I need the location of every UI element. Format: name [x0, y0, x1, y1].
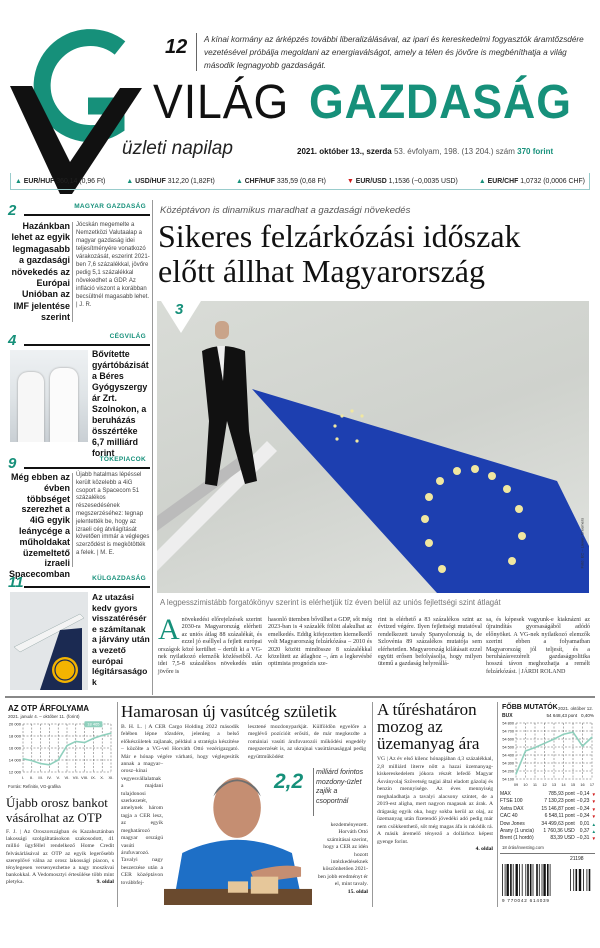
- y-tick-label: 54 500: [502, 745, 514, 750]
- lead-photo-caption: A legpesszimistább forgatókönyv szerint is elérhetjük tíz éven belül az uniós fejlettségi szint átlagát: [160, 598, 501, 607]
- rate: 360,14 (0,96 Ft): [56, 177, 106, 185]
- indicator-change: −0,34: [576, 813, 590, 820]
- lead-column-2: hasonló ütemben bővülhet a GDP, sőt még 2023-ban is 4 százalék fölött alakulhat az emelkedés. Eddig kifejezetten kiemelkedő volt Magyarország felzárkózása – 2010 és 2020 között mindössze 8 százalékkal közelített az átlaghoz –, ám a legkevésbé optimista prognózis sze-: [268, 617, 372, 668]
- x-tick-label: 15: [570, 783, 576, 787]
- sidebar-body-imf: Jócskán megemelte a Nemzetközi Valutaalap a magyar gazdaság idei teljesítményére vonatkozó várakozását, eszerint 2021-ben 7,6 százalékkal, jövőre pedig 5,1 százalékkal növekedhet a GDP. Az infláció viszont a korábban becsültnél magasabb lehet. | J. R.: [76, 222, 150, 308]
- indicator-value: 34 499,63 pont: [541, 820, 575, 827]
- y-tick-label: 12 000: [8, 769, 21, 775]
- x-tick-label: 12: [542, 783, 547, 787]
- indicator-name: CAC 40: [500, 813, 518, 820]
- bux-points: 54 648,43 pont: [546, 713, 578, 718]
- page-marker-number[interactable]: 3: [175, 301, 184, 318]
- section-header-tokepiacok[interactable]: [8, 455, 150, 472]
- barcode-bar: [513, 864, 514, 896]
- data-point: [66, 745, 67, 746]
- indicator-name: MAX: [500, 791, 511, 797]
- data-point: [31, 760, 32, 761]
- pair: EUR/HUF: [23, 177, 55, 185]
- x-tick-label: 10: [523, 783, 528, 787]
- cer-highlight-divider: [313, 768, 314, 816]
- section-label: CÉGVILÁG: [109, 333, 146, 340]
- indicator-table: [500, 791, 596, 843]
- indicator-value: 1 760,36 USD: [543, 828, 575, 835]
- data-point: [84, 742, 85, 743]
- fuel-body: [377, 756, 493, 854]
- barcode-bar: [527, 864, 529, 896]
- column-divider: [372, 702, 373, 907]
- cer-headline[interactable]: Hamarosan új vasútcég születik: [121, 702, 337, 721]
- y-tick-label: 14 000: [8, 757, 21, 763]
- photo-credit: Fotó: EC – Lieven Creemers: [579, 517, 585, 569]
- indicator-name: Arany (1 uncia): [500, 828, 534, 835]
- section-header-magyar-gazdasag[interactable]: [8, 202, 150, 219]
- y-tick-label: 54 400: [502, 753, 514, 758]
- rate: 1,0732 (0,0006 CHF): [520, 177, 585, 185]
- indicators-date: 2021. október 12.: [558, 706, 594, 711]
- ticker-item-eur-huf[interactable]: [15, 178, 105, 185]
- dropcap: A: [158, 613, 180, 646]
- y-tick-label: 20 000: [8, 721, 21, 727]
- title-gazdasag: GAZDASÁG: [309, 76, 572, 129]
- rate: 312,20 (1,82Ft): [167, 177, 215, 185]
- section-rule: [24, 467, 150, 469]
- column-divider: [497, 702, 498, 907]
- data-point: [544, 743, 545, 744]
- indicator-change: −0,34: [576, 805, 590, 812]
- indicator-change: 0,37: [579, 828, 590, 835]
- cer-highlight-text: milliárd forintos mozdony-üzlet zajlik a csoportnál: [316, 769, 364, 805]
- otp-headline[interactable]: Újabb orosz bankot vásárolhat az OTP: [6, 795, 108, 825]
- y-tick-label: 54 700: [502, 729, 514, 734]
- barcode-bar: [519, 864, 520, 896]
- subtitle: üzleti napilap: [122, 138, 233, 159]
- dateline: [297, 147, 553, 156]
- y-tick-label: 16 000: [8, 745, 21, 751]
- x-tick-label: VI.: [64, 775, 70, 780]
- barcode-bar: [505, 864, 506, 896]
- arrow-up-icon: ▲: [591, 829, 596, 835]
- indicator-name: Xetra DAX: [500, 805, 524, 812]
- fuel-headline[interactable]: A tűréshatáron mozog az üzemanyag ára: [377, 700, 480, 753]
- price: 370 forint: [517, 147, 554, 156]
- lead-kicker: Középtávon is dinamikus maradhat a gazdasági növekedés: [160, 205, 411, 216]
- barcode-bar: [583, 869, 584, 891]
- section-label: KÜLGAZDASÁG: [92, 575, 146, 582]
- section-header-kulgazdasag[interactable]: [8, 574, 150, 591]
- y-tick-label: 54 200: [502, 769, 514, 774]
- sidebar-divider: [152, 200, 153, 695]
- cer-body-bottom-right: [316, 822, 368, 896]
- y-tick-label: 54 100: [502, 777, 514, 782]
- cer-body-text: B. H. L. | A CER Cargo Holding 2022 második felében lépne tőzsdére, jelenleg a belső előkészületek zajlanak, például a stratégia készítése – közölte a VG-vel Horváth Ottó vezérigazgató. Már e hónap végére várható, hogy véglegesítik annak a magyar–orosz–kínai vegyesvállalatnak a majdani tulajdonosi szerkezetét, amelynek három tagja a CER lesz, az egyik meghatározó magyar országú vasúti árufuvarozó. Tavalyi nagy beszerzése után a CER középtávon továbbfej-: [121, 724, 239, 886]
- data-point: [110, 733, 111, 734]
- indicator-change: −0,23: [576, 798, 590, 805]
- cer-highlight-number: 2,2: [274, 770, 304, 793]
- section-rule: [24, 586, 150, 588]
- data-point: [58, 759, 59, 760]
- ticker-item-eur-chf[interactable]: [479, 178, 585, 185]
- bux-label: BUX: [502, 713, 513, 719]
- cer-body-text: kezdeményezett. Horváth Ottó számításai szerint, hogy a CER az idén hozott intézkedéseknek köszönhetően 2021-ben jobb eredményt ér el, mint tavaly.: [317, 822, 368, 888]
- x-tick-label: 11: [533, 783, 537, 787]
- otp-price-chart: [5, 721, 115, 783]
- y-tick-label: 54 300: [502, 761, 514, 766]
- lead-column-4: sa, és képesek vagyunk-e kiaknázni az újraindítás gyorsaságából adódó előnyöket. A VG-nek nyilatkozó elemzők szerint ebben a folyamatban Magyarország jól teljesít, és a beruházásvezérelt gazdaságpolitika hosszú távon meghozhatja a remélt felzárkózást. | JÁRDI ROLAND: [486, 617, 590, 675]
- data-point: [563, 734, 564, 735]
- barcode-bar: [576, 869, 578, 891]
- series-line: [516, 732, 592, 774]
- x-tick-label: XI.: [108, 775, 114, 780]
- lufthansa-plane-photo: [10, 592, 88, 690]
- x-tick-label: 14: [561, 783, 566, 787]
- x-tick-label: II.: [30, 775, 34, 780]
- barcode-bar: [516, 864, 518, 896]
- section-divider: [5, 696, 595, 698]
- barcode-bar: [542, 864, 543, 896]
- title-vilag: VILÁG: [153, 76, 290, 129]
- x-tick-label: VIII.: [81, 775, 89, 780]
- beres-factory-photo: [10, 350, 88, 442]
- currency-ticker: [10, 173, 590, 190]
- pair: CHF/HUF: [244, 177, 275, 185]
- arrow-up-icon: ▲: [591, 821, 596, 827]
- section-rule: [24, 214, 150, 216]
- indicator-name: FTSE 100: [500, 798, 523, 805]
- headline-line: Sikeres felzárkózási időszak: [158, 218, 521, 254]
- barcode-bar: [525, 864, 526, 896]
- data-point: [534, 747, 535, 748]
- x-tick-label: IV.: [47, 775, 52, 780]
- page-number: 11: [8, 574, 24, 591]
- fuel-page-ref[interactable]: 4. oldal: [475, 846, 493, 852]
- column-divider: [117, 702, 118, 907]
- otp-chart-title: AZ OTP ÁRFOLYAMA: [8, 704, 90, 713]
- column-divider: [72, 473, 73, 567]
- lead-column-1: [158, 613, 262, 676]
- barcode-bar: [573, 869, 574, 891]
- pair: USD/HUF: [135, 177, 166, 185]
- rate: 1,1536 (−0,0035 USD): [388, 177, 458, 185]
- data-point: [515, 774, 516, 775]
- lead-column-3: rint is elérhető a 83 százalékos szint az évtized végére. Ilyen fejlettségi mutatóval rendelkezett tavaly Spanyolország is, de Szlovénia 89 százalékos mutatója sem elérhetetlen. Magyarország kilátásait ezzel együtt erősen befolyásolja, hogy milyen ütemű a gazdaság helyreállá-: [378, 617, 482, 668]
- teaser-page-number[interactable]: 12: [165, 36, 188, 58]
- barcode-bar: [547, 864, 549, 896]
- data-point: [572, 732, 573, 733]
- data-point: [553, 739, 554, 740]
- x-tick-label: V.: [56, 775, 60, 780]
- arrow-up-icon: ▲: [126, 177, 134, 185]
- x-tick-label: III.: [38, 775, 43, 780]
- bux-chart: [500, 720, 596, 790]
- arrow-down-icon: ▼: [591, 792, 596, 797]
- indicator-value: 6 548,11 pont: [544, 813, 575, 820]
- arrow-down-icon: ▼: [591, 806, 596, 812]
- x-tick-label: 16: [580, 783, 585, 787]
- lead-headline[interactable]: [158, 219, 590, 289]
- teaser-divider: [196, 33, 197, 71]
- arrow-down-icon: ▼: [591, 836, 596, 842]
- y-tick-label: 18 000: [8, 733, 21, 739]
- arrow-down-icon: ▼: [346, 177, 354, 185]
- indicator-value: 15 146,87 pont: [541, 805, 575, 812]
- otp-body-text: F. J. | Az Oroszországban és Kazahsztánban lakossági szolgáltatásokon szakosodott, 41 millió ügyféllel rendelkező Home Credit felvásárlásával az OTP az egyik legerősebb szereplővé válna az orosz lakossági piacon, s ténylegesen versenyezhetne a nagy moszkvai bankokkal. A Vedomosztyi értesülése több mint pletyka.: [6, 829, 114, 886]
- x-tick-label: VII.: [72, 775, 79, 780]
- cer-page-ref[interactable]: 15. oldal: [347, 888, 368, 895]
- page-number: 9: [8, 455, 17, 472]
- ticker-item-chf-huf[interactable]: [236, 178, 326, 185]
- rate: 335,59 (0,68 Ft): [276, 177, 326, 185]
- x-tick-label: 09: [513, 783, 519, 787]
- arrow-up-icon: ▲: [15, 177, 22, 185]
- indicators-title: FŐBB MUTATÓK: [502, 704, 558, 711]
- barcode-bar: [587, 869, 588, 891]
- data-point: [75, 741, 76, 742]
- data-point: [40, 763, 41, 764]
- otp-chart-subtitle: 2021. január 4. – október 11. (forint): [8, 714, 80, 719]
- section-label: MAGYAR GAZDASÁG: [74, 203, 146, 210]
- fuel-body-text: VG | Az év első kilenc hónapjában 4,3 százalékkal, 2,8 milliárd literre nőtt a hazai üzemanyag-kiskereskedelem jókora részét lefedő Magyar Ásványolaj Szövetség tagjai által eladott gázolaj és benzin mennyisége. Az éves mennyiség meghaladhatja a tavalyi alacsony szintet, de a 2019-est aligha, mert nagyon magasak az árak. A drágaság egyik oka, hogy sokba kerül az olaj, az üzemanyag után fizetendő jövedéki adó pedig már nem csökkenthető, sőt még magas áfa is rakódik rá. A másik áremelő tényező a dollárhoz képest gyenge forint.: [377, 756, 493, 845]
- indicator-value: 83,39 USD: [550, 835, 575, 842]
- barcode-bar: [533, 864, 534, 896]
- headline-line: előtt állhat Magyarország: [158, 253, 485, 289]
- barcode-bar: [589, 869, 591, 891]
- barcode-bar: [570, 869, 571, 891]
- barcode-number: 9 770042 614039: [502, 898, 550, 903]
- indicators-source: 18 órás/investing.com: [502, 845, 544, 850]
- section-label: TŐKEPIACOK: [99, 456, 146, 463]
- data-point: [49, 764, 50, 765]
- sidebar-body-4ig: Újabb hatalmas lépéssel került közelebb a 4iG csoport a Spacecom 51 százalékos részesedésének megszerzéséhez: tegnap jelentették be, hogy az izraeli cég átvilágítását követően immár a végleges szerződést is megkötötték a felek. | M. E.: [76, 472, 150, 556]
- barcode-issue: 21198: [570, 856, 584, 862]
- data-point: [525, 750, 526, 751]
- data-point: [591, 737, 592, 738]
- column-text: növekedési előrejelzések szerint 2030-ra Magyarország elérheti az uniós átlag 88 százalékát, és ezzel jó eséllyel a fejlett európai országok közé kerülhet – derült ki a VG-nek nyilatkozó elemzők közléseiből. Az idei 7,5-8 százalékos növekedés után jövőre is: [158, 617, 262, 675]
- barcode-bar: [550, 864, 551, 896]
- pair: EUR/CHF: [487, 177, 519, 185]
- barcode-bar: [543, 864, 545, 896]
- eu-flag-scene: [157, 301, 589, 593]
- barcode-bar: [507, 864, 509, 896]
- sidebar-headline-beres[interactable]: Bővítette gyártóbázisát a Béres Gyógyszergyár Zrt. Szolnokon, a beruházás összértéke 6,7 milliárd forint: [92, 349, 149, 458]
- y-tick-label: 54 800: [502, 721, 514, 726]
- barcode: [500, 863, 595, 897]
- sidebar-headline-imf[interactable]: Hazánkban lehet az egyik legmagasabb a gazdasági növekedés az Európai Unióban az IMF jelentése szerint: [11, 221, 70, 323]
- otp-page-ref[interactable]: 9. oldal: [96, 879, 114, 886]
- teaser-text[interactable]: A kínai kormány az árképzés további liberalizálásával, az ipari és kereskedelmi fogyasztók áramtőzsdére vezetésével próbálja megoldani az energiaválságot, amely a télen és jövőre is megbéníthatja a világ második legnagyobb gazdaságát.: [204, 35, 584, 70]
- bux-change: 0,40%: [580, 713, 594, 718]
- data-point: [582, 746, 583, 747]
- arrow-up-icon: ▲: [478, 177, 486, 185]
- arrow-down-icon: ▼: [591, 799, 596, 805]
- plane-illustration: [10, 592, 88, 690]
- x-tick-label: 17: [589, 783, 595, 787]
- arrow-down-icon: ▼: [591, 814, 596, 820]
- sidebar-headline-4ig[interactable]: Még ebben az évben többséget szerezhet a 4iG egyik leánycége a műholdakat üzemeltető izraeli Spacecomban: [8, 472, 70, 580]
- barcode-bar: [502, 864, 503, 896]
- pair: EUR/USD: [355, 177, 387, 185]
- x-tick-label: IX.: [90, 775, 96, 780]
- issue-date: 2021. október 13., szerda: [297, 147, 392, 156]
- annotation-label: 18 465: [87, 721, 100, 727]
- barcode-bar: [522, 864, 523, 896]
- otp-body: [6, 829, 114, 887]
- person-figure: [50, 368, 78, 442]
- indicator-change: −0,31: [576, 835, 590, 842]
- x-tick-label: X.: [100, 775, 105, 780]
- indicator-value: 7 130,23 pont: [544, 798, 575, 805]
- person-figure: [18, 372, 44, 442]
- data-point: [22, 758, 23, 759]
- indicator-change: −0,14: [576, 791, 590, 797]
- lead-photo-eu-flag[interactable]: [157, 301, 589, 593]
- y-tick-label: 54 600: [502, 737, 514, 742]
- barcode-bar: [539, 864, 540, 896]
- bux-value: [530, 713, 594, 718]
- barcode-bar: [510, 864, 512, 896]
- cer-body-top-right: lesztené mozdonyparkját. Külföldön egyelőre a meglévő pozícióit erősíti, de már megkezdte a romániai vasúti árufuvarozói működési engedély megszerzését is, az ukrajnai vasúttársasággal pedig együttműködést: [248, 724, 366, 760]
- issue-number: 53. évfolyam, 198. (13 204.) szám: [393, 147, 515, 156]
- otp-chart-source: Forrás: Refinitiv, VG-grafika: [8, 784, 61, 789]
- indicators-rule: [500, 853, 595, 854]
- section-header-cegvilag[interactable]: [8, 332, 150, 349]
- section-rule: [24, 344, 150, 346]
- indicator-change: 0,01: [579, 820, 590, 827]
- column-divider: [72, 222, 73, 322]
- x-tick-label: I.: [21, 775, 25, 780]
- indicator-value: 785,93 pont: [548, 791, 575, 797]
- indicator-name: Brent (1 hordó): [500, 835, 534, 842]
- sidebar-headline-airlines[interactable]: Az utazási kedv gyors visszatérésére számítanak a járvány után a vezető európai légitársaságok: [92, 592, 150, 687]
- page-number: 2: [8, 202, 17, 219]
- barcode-bar: [530, 864, 532, 896]
- ticker-item-usd-huf[interactable]: [126, 178, 214, 185]
- indicator-name: Dow Jones: [500, 820, 525, 827]
- arrow-up-icon: ▲: [235, 177, 243, 185]
- x-tick-label: 13: [551, 783, 557, 787]
- barcode-bar: [536, 864, 538, 896]
- data-point: [102, 735, 103, 736]
- barcode-bar: [579, 869, 581, 891]
- page-number: 4: [8, 332, 17, 349]
- ticker-item-eur-usd[interactable]: [347, 178, 458, 185]
- data-point: [93, 738, 94, 739]
